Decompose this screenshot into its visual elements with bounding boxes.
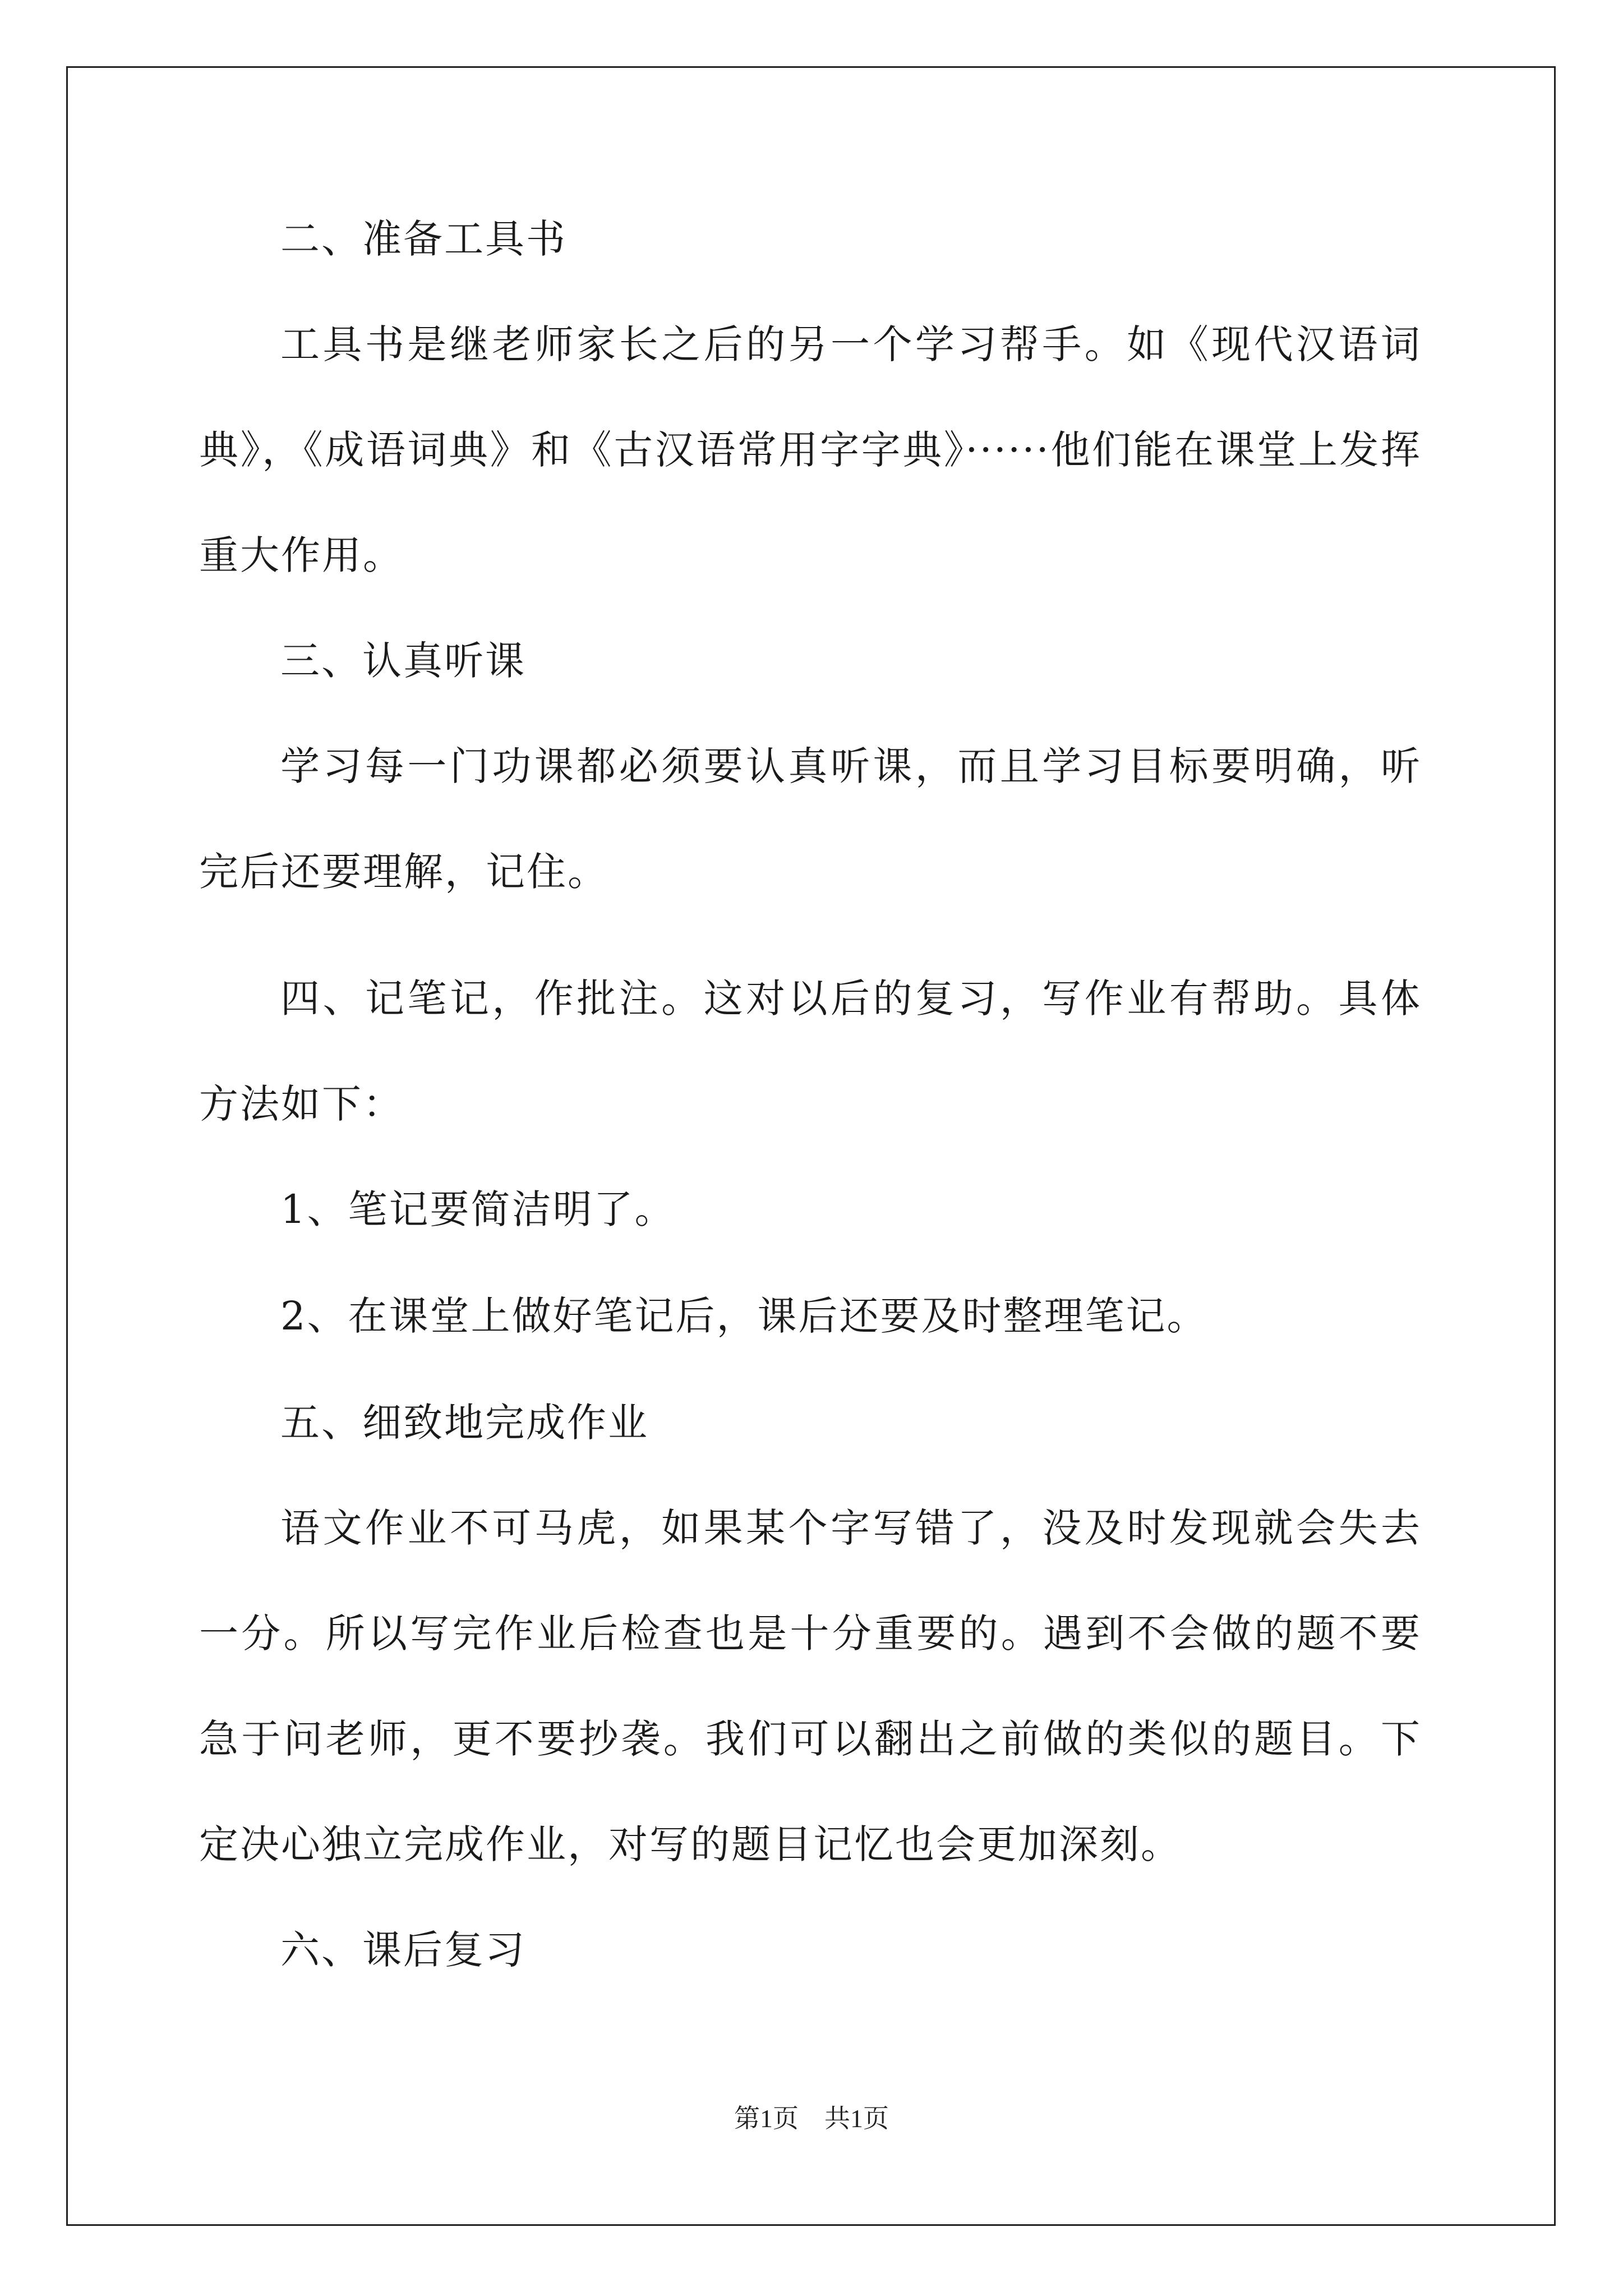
section-heading-listen-carefully: 三、认真听课 [280,638,526,684]
list-item-notes-concise: 1、笔记要简洁明了。 [280,1186,676,1232]
paragraph-listen-carefully: 学习每一门功课都必须要认真听课，而且学习目标要明确，听完后还要理解，记住。 [199,743,1422,895]
section-heading-review: 六、课后复习 [280,1927,526,1973]
section-heading-prepare-reference-books: 二、准备工具书 [280,216,567,262]
document-body [199,208,1422,2025]
section-heading-homework: 五、细致地完成作业 [280,1400,649,1446]
paragraph-reference-books: 工具书是继老师家长之后的另一个学习帮手。如《现代汉语词典》，《成语词典》和《古汉语常用字字典》······他们能在课堂上发挥重大作用。 [199,321,1422,578]
paragraph-homework: 语文作业不可马虎，如果某个字写错了，没及时发现就会失去一分。所以写完作业后检查也是十分重要的。遇到不会做的题不要急于问老师，更不要抄袭。我们可以翻出之前做的类似的题目。下定决心独立完成作业，对写的题目记忆也会更加深刻。 [199,1505,1422,1867]
paragraph-take-notes: 四、记笔记，作批注。这对以后的复习，写作业有帮助。具体方法如下： [199,976,1422,1127]
list-item-organize-notes: 2、在课堂上做好笔记后，课后还要及时整理笔记。 [280,1293,1208,1339]
page-footer: 第1页 共1页 [734,2104,889,2133]
